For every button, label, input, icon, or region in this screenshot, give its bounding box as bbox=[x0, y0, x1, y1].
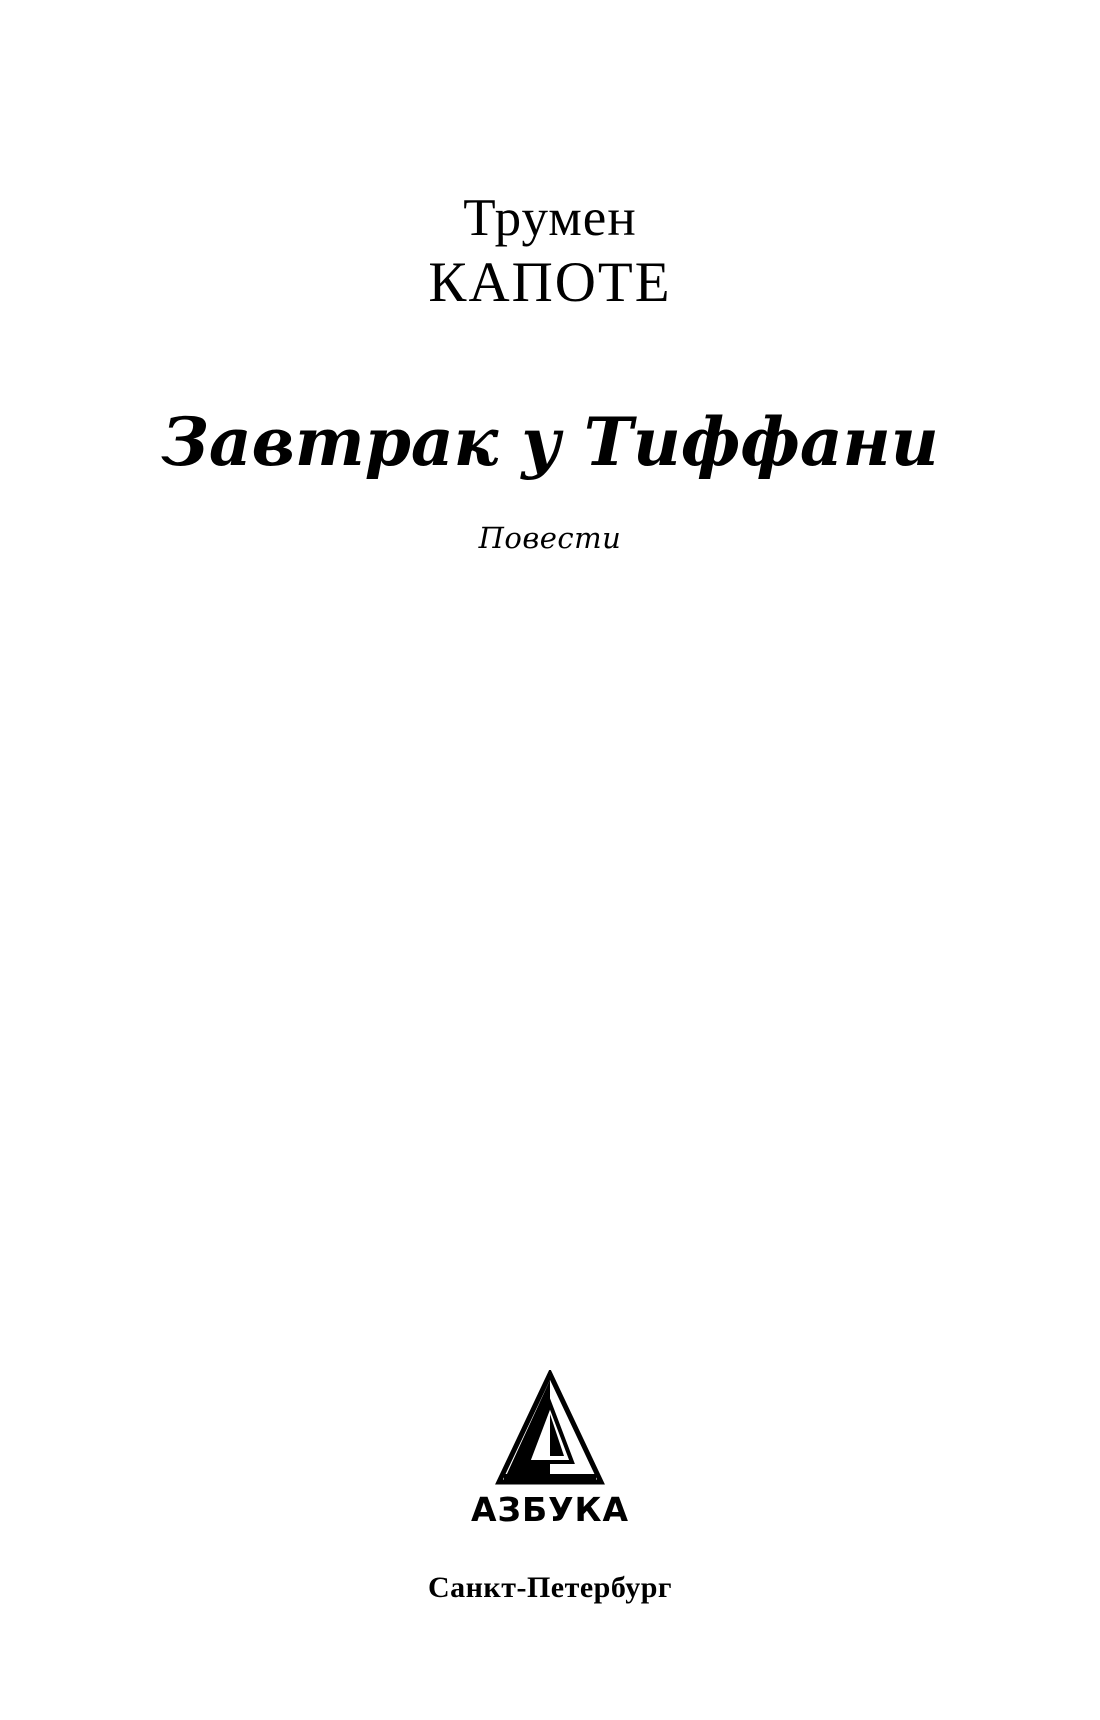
publisher-name: АЗБУКА bbox=[470, 1490, 630, 1529]
title-block bbox=[0, 405, 1100, 555]
author-last-name: КАПОТЕ bbox=[428, 251, 672, 315]
book-subtitle: Повести bbox=[478, 520, 622, 555]
author-block bbox=[0, 190, 1100, 315]
azbuka-triangle-logo-icon bbox=[490, 1370, 610, 1488]
publisher-block bbox=[0, 1370, 1100, 1605]
author-first-name: Трумен bbox=[463, 189, 637, 247]
publisher-city: Санкт-Петербург bbox=[427, 1571, 672, 1604]
book-title: Завтрак у Тиффани bbox=[161, 403, 939, 481]
